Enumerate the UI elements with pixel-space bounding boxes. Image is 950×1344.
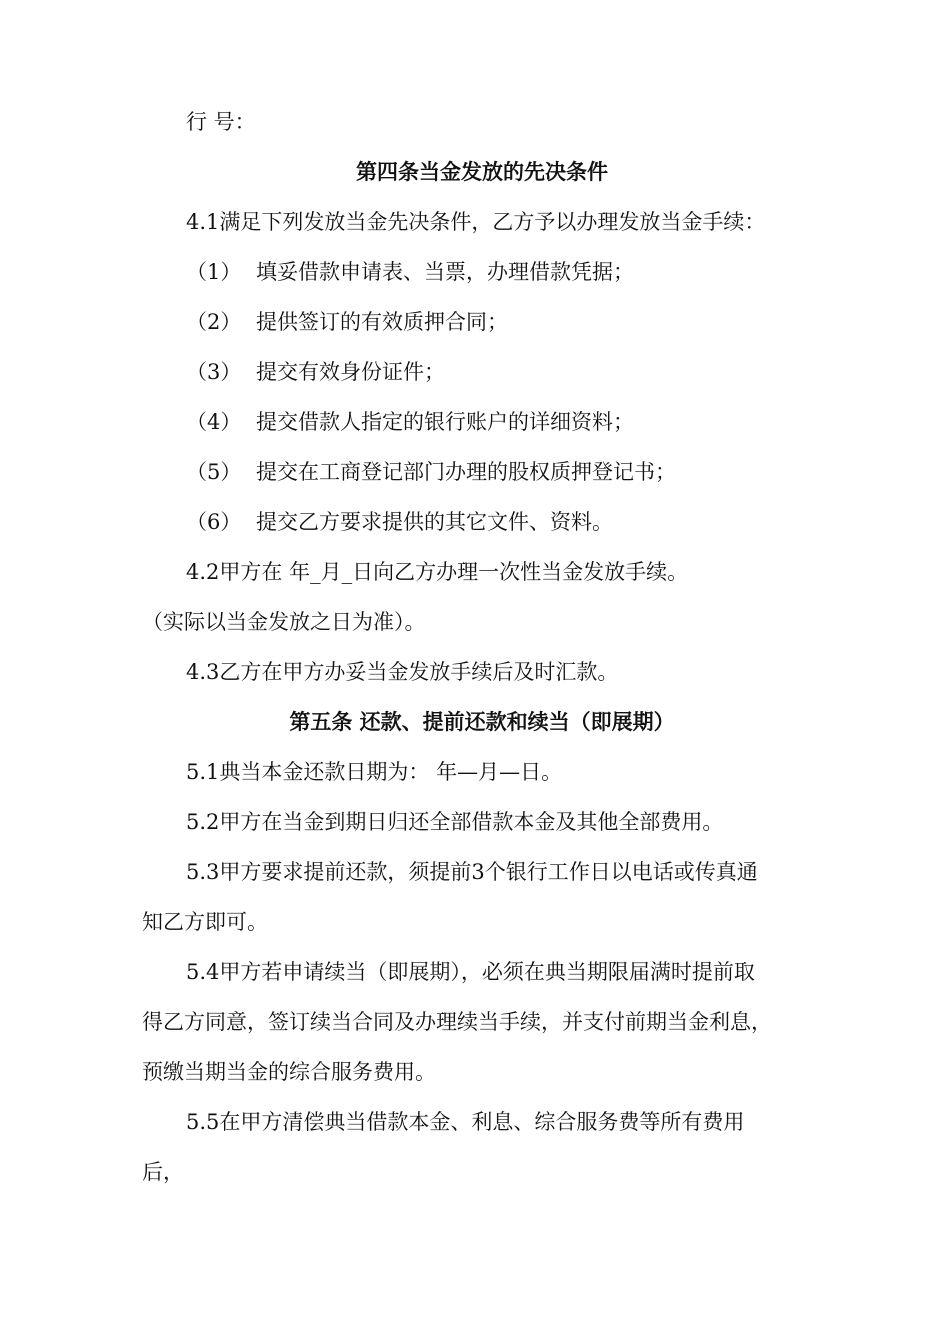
list-item-number: （1） <box>186 260 242 284</box>
list-item-number: （6） <box>186 510 242 534</box>
list-item-text: 提供签订的有效质押合同； <box>256 310 508 334</box>
article-5-title: 第五条 还款、提前还款和续当（即展期） <box>289 710 675 734</box>
paragraph-5-4-line-1: 5.4甲方若申请续当（即展期），必须在典当期限届满时提前取 <box>186 960 755 984</box>
list-item-text: 提交有效身份证件； <box>256 360 445 384</box>
list-item <box>186 308 508 336</box>
list-item <box>186 458 676 486</box>
list-item-text: 填妥借款申请表、当票，办理借款凭据； <box>256 260 634 284</box>
paragraph-5-5-line-2: 后， <box>142 1160 184 1184</box>
paragraph-4-3: 4.3乙方在甲方办妥当金发放手续后及时汇款。 <box>186 660 619 684</box>
list-item-number: （5） <box>186 460 242 484</box>
list-item-text: 提交在工商登记部门办理的股权质押登记书； <box>256 460 676 484</box>
paragraph-4-2-line-2: （实际以当金发放之日为准）。 <box>142 610 426 634</box>
paragraph-5-3-line-2: 知乙方即可。 <box>142 910 268 934</box>
paragraph-4-2-line-1: 4.2甲方在 年_月_日向乙方办理一次性当金发放手续。 <box>186 560 689 584</box>
list-item-number: （3） <box>186 360 242 384</box>
paragraph-5-4-line-3: 预缴当期当金的综合服务费用。 <box>142 1060 436 1084</box>
paragraph-5-1: 5.1典当本金还款日期为： 年—月—日。 <box>186 760 563 784</box>
paragraph-5-2: 5.2甲方在当金到期日归还全部借款本金及其他全部费用。 <box>186 810 724 834</box>
paragraph-5-4-line-2: 得乙方同意，签订续当合同及办理续当手续，并支付前期当金利息， <box>142 1010 772 1034</box>
list-item <box>186 408 634 436</box>
list-item-text: 提交乙方要求提供的其它文件、资料。 <box>256 510 613 534</box>
list-item-number: （4） <box>186 410 242 434</box>
list-item <box>186 508 613 536</box>
list-item-text: 提交借款人指定的银行账户的详细资料； <box>256 410 634 434</box>
bank-number-line: 行 号： <box>186 110 256 134</box>
list-item-number: （2） <box>186 310 242 334</box>
paragraph-5-5-line-1: 5.5在甲方清偿典当借款本金、利息、综合服务费等所有费用 <box>186 1110 745 1134</box>
paragraph-4-1: 4.1满足下列发放当金先决条件，乙方予以办理发放当金手续： <box>186 210 766 234</box>
list-item <box>186 358 445 386</box>
list-item <box>186 258 634 286</box>
article-4-title: 第四条当金发放的先决条件 <box>356 160 608 184</box>
paragraph-5-3-line-1: 5.3甲方要求提前还款，须提前3个银行工作日以电话或传真通 <box>186 860 758 884</box>
